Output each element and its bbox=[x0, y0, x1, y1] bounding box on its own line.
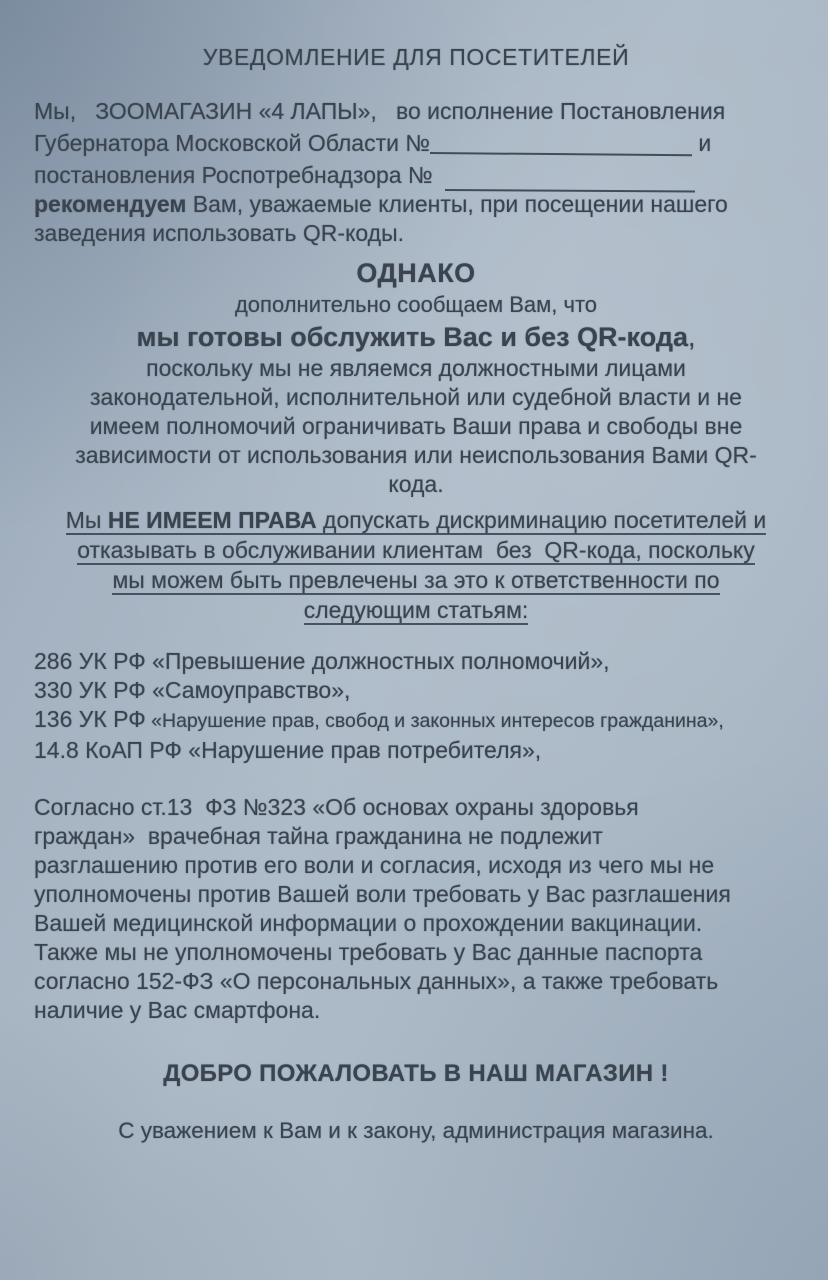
article-title: «Самоуправство», bbox=[145, 677, 351, 703]
article-item bbox=[34, 676, 798, 705]
article-item bbox=[34, 705, 798, 736]
intro-line2-text: Губернатора Московской Области № bbox=[34, 130, 431, 156]
article-item bbox=[34, 736, 798, 765]
text-line: согласно 152-ФЗ «О персональных данных», а также требовать bbox=[34, 968, 719, 994]
no-qr-statement-comma: , bbox=[687, 322, 696, 352]
intro-line3-text: постановления Роспотребнадзора № bbox=[34, 162, 433, 188]
signature-line: С уважением к Вам и к закону, администрация магазина. bbox=[118, 1118, 714, 1143]
intro-line1: Мы, ЗООМАГАЗИН «4 ЛАПЫ», во исполнение Постановления bbox=[34, 98, 726, 124]
article-title: «Нарушение прав, свобод и законных интересов гражданина», bbox=[145, 710, 724, 732]
text-line: граждан» врачебная тайна гражданина не подлежит bbox=[34, 823, 603, 849]
underlined-segment: отказывать в обслуживании клиентам без QR-кода, поскольку bbox=[77, 537, 755, 563]
text-line: наличие у Вас смартфона. bbox=[34, 997, 321, 1023]
article-title: «Превышение должностных полномочий», bbox=[145, 648, 610, 674]
text-line: кода. bbox=[388, 471, 444, 497]
text-line bbox=[34, 219, 798, 248]
no-qr-statement-bold: мы готовы обслужить Вас и без QR-кода bbox=[136, 322, 688, 352]
text-line bbox=[34, 158, 798, 190]
however-heading: ОДНАКО bbox=[356, 258, 476, 288]
text-line: имеем полномочий ограничивать Ваши права и свободы вне bbox=[89, 413, 743, 439]
text-line bbox=[34, 126, 798, 158]
text-line: Согласно ст.13 ФЗ №323 «Об основах охраны здоровья bbox=[34, 794, 639, 820]
underlined-segment: следующим статьям: bbox=[303, 597, 529, 623]
text-line: поскольку мы не являемся должностными лицами bbox=[146, 355, 686, 381]
no-right-paragraph bbox=[22, 505, 810, 625]
welcome-heading: ДОБРО ПОЖАЛОВАТЬ В НАШ МАГАЗИН ! bbox=[163, 1060, 669, 1087]
no-right-rest: допускать дискриминацию посетителей и bbox=[316, 507, 767, 533]
intro-paragraph bbox=[34, 97, 798, 248]
article-item bbox=[34, 647, 798, 676]
decree-number-blank-1 bbox=[430, 129, 692, 156]
intro-line4-rest: Вам, уважаемые клиенты, при посещении нашего bbox=[186, 191, 728, 217]
text-line: Вашей медицинской информации о прохождении вакцинации. bbox=[34, 910, 703, 936]
text-line: разглашению против его воли и согласия, исходя из чего мы не bbox=[34, 852, 715, 878]
text-line: Также мы не уполномочены требовать у Вас данные паспорта bbox=[34, 939, 703, 965]
text-line: законодательной, исполнительной или судебной власти и не bbox=[90, 384, 742, 410]
underlined-line bbox=[22, 595, 810, 625]
underlined-line bbox=[22, 535, 810, 565]
intro-line2-tail: и bbox=[692, 130, 712, 156]
no-right-pre: Мы bbox=[65, 507, 108, 533]
text-line bbox=[34, 97, 798, 126]
recommend-word: рекомендуем bbox=[34, 191, 187, 217]
article-title: «Нарушение прав потребителя», bbox=[181, 737, 542, 763]
however-subtext: дополнительно сообщаем Вам, что bbox=[234, 292, 598, 317]
text-line bbox=[34, 190, 798, 219]
decree-number-blank-2 bbox=[445, 166, 695, 193]
articles-list bbox=[34, 647, 798, 765]
text-line: зависимости от использования или неиспользования Вами QR- bbox=[75, 442, 757, 468]
article-number: 286 УК РФ bbox=[34, 648, 146, 674]
document-title: УВЕДОМЛЕНИЕ ДЛЯ ПОСЕТИТЕЛЕЙ bbox=[202, 44, 630, 70]
underlined-segment: мы можем быть превлечены за это к ответственности по bbox=[112, 567, 720, 593]
law-paragraph bbox=[34, 793, 798, 1025]
underlined-segment bbox=[66, 507, 767, 535]
no-right-bold: НЕ ИМЕЕМ ПРАВА bbox=[107, 507, 317, 533]
however-section bbox=[34, 256, 798, 499]
underlined-line bbox=[22, 565, 810, 595]
underlined-line bbox=[22, 505, 810, 535]
article-number: 330 УК РФ bbox=[34, 677, 146, 703]
article-number: 14.8 КоАП РФ bbox=[34, 737, 182, 763]
text-line: уполномочены против Вашей воли требовать у Вас разглашения bbox=[34, 881, 731, 907]
no-qr-statement bbox=[34, 320, 798, 354]
intro-line5: заведения использовать QR-коды. bbox=[34, 220, 405, 246]
article-number: 136 УК РФ bbox=[34, 706, 146, 732]
